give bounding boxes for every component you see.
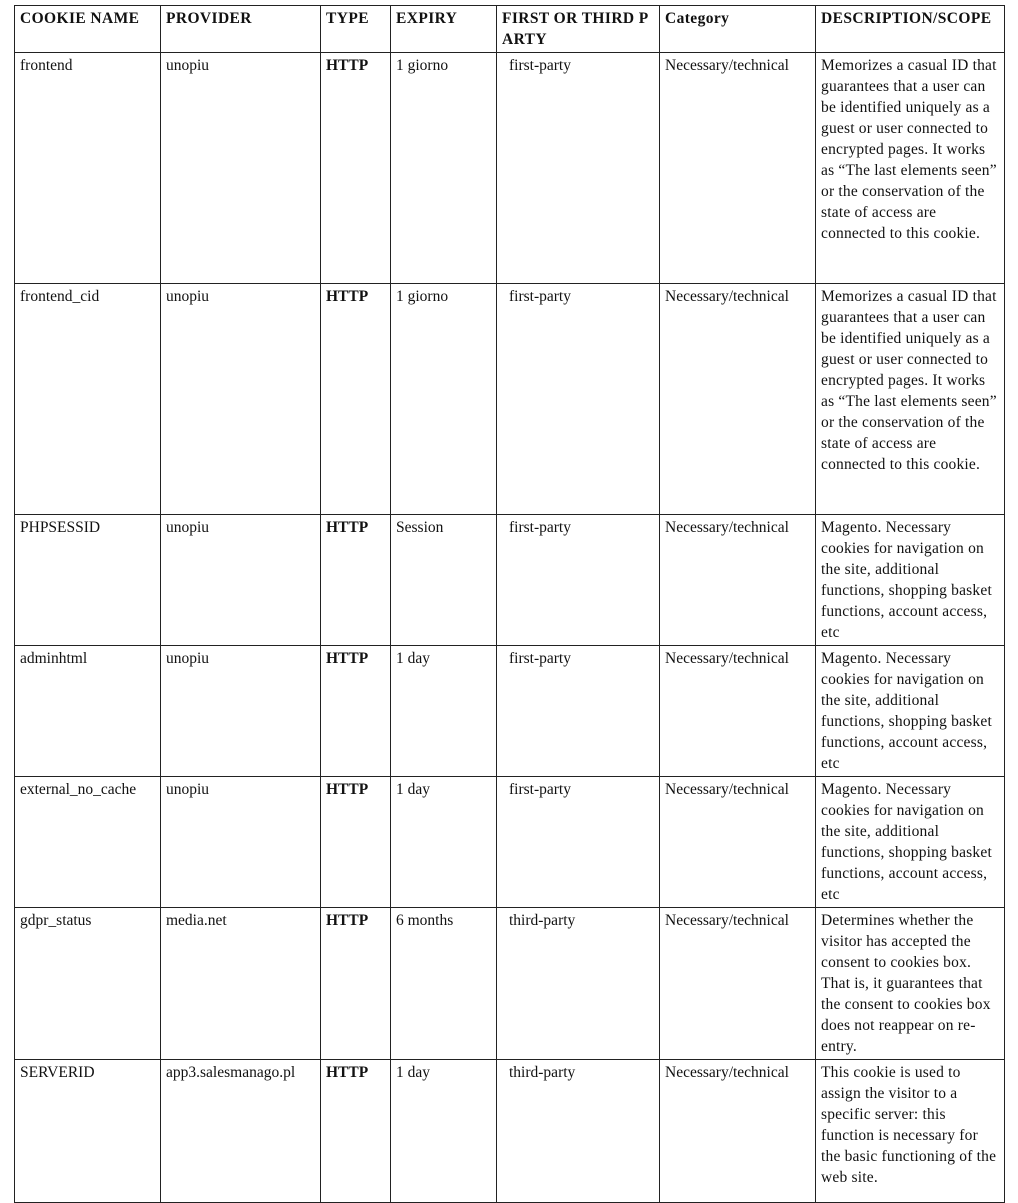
cell-type: HTTP xyxy=(321,1060,391,1203)
table-row xyxy=(15,53,1005,284)
cell-party: first-party xyxy=(497,777,660,908)
header-description: DESCRIPTION/SCOPE xyxy=(816,6,1005,53)
cell-category: Necessary/technical xyxy=(660,53,816,284)
cell-description: This cookie is used to assign the visitor to a specific server: this function is necessary for the basic functioning of the web site. xyxy=(816,1060,1005,1203)
table-row xyxy=(15,1060,1005,1203)
table-row xyxy=(15,515,1005,646)
cell-category: Necessary/technical xyxy=(660,646,816,777)
table-row xyxy=(15,284,1005,515)
cell-expiry: 1 giorno xyxy=(391,53,497,284)
header-expiry: EXPIRY xyxy=(391,6,497,53)
cell-category: Necessary/technical xyxy=(660,284,816,515)
cell-expiry: 1 day xyxy=(391,777,497,908)
cell-provider: media.net xyxy=(161,908,321,1060)
cell-cookie-name: SERVERID xyxy=(15,1060,161,1203)
cell-cookie-name: frontend xyxy=(15,53,161,284)
cell-cookie-name: frontend_cid xyxy=(15,284,161,515)
cell-description: Memorizes a casual ID that guarantees that a user can be identified uniquely as a guest or user connected to encrypted pages. It works as “The last elements seen” or the conservation of the state of access are connected to this cookie. xyxy=(816,53,1005,284)
cookie-table xyxy=(14,5,1005,1203)
cell-party: first-party xyxy=(497,515,660,646)
cell-provider: unopiu xyxy=(161,777,321,908)
cell-provider: app3.salesmanago.pl xyxy=(161,1060,321,1203)
cell-expiry: 1 day xyxy=(391,1060,497,1203)
cell-provider: unopiu xyxy=(161,53,321,284)
cell-party: third-party xyxy=(497,908,660,1060)
cell-provider: unopiu xyxy=(161,515,321,646)
cell-provider: unopiu xyxy=(161,646,321,777)
cell-expiry: Session xyxy=(391,515,497,646)
cell-description: Magento. Necessary cookies for navigation on the site, additional functions, shopping basket functions, account access, etc xyxy=(816,777,1005,908)
cell-expiry: 1 giorno xyxy=(391,284,497,515)
cell-description: Determines whether the visitor has accepted the consent to cookies box. That is, it guarantees that the consent to cookies box does not reappear on re-entry. xyxy=(816,908,1005,1060)
cell-cookie-name: external_no_cache xyxy=(15,777,161,908)
cell-party: first-party xyxy=(497,646,660,777)
cell-category: Necessary/technical xyxy=(660,777,816,908)
cell-category: Necessary/technical xyxy=(660,908,816,1060)
cell-type: HTTP xyxy=(321,53,391,284)
table-header xyxy=(15,6,1005,53)
cell-description: Magento. Necessary cookies for navigation on the site, additional functions, shopping basket functions, account access, etc xyxy=(816,515,1005,646)
cell-party: third-party xyxy=(497,1060,660,1203)
cell-type: HTTP xyxy=(321,646,391,777)
table-body xyxy=(15,53,1005,1203)
table-row xyxy=(15,646,1005,777)
cell-category: Necessary/technical xyxy=(660,515,816,646)
header-row xyxy=(15,6,1005,53)
cell-description: Magento. Necessary cookies for navigation on the site, additional functions, shopping basket functions, account access, etc xyxy=(816,646,1005,777)
cell-party: first-party xyxy=(497,284,660,515)
table-row xyxy=(15,777,1005,908)
cell-party: first-party xyxy=(497,53,660,284)
header-cookie-name: COOKIE NAME xyxy=(15,6,161,53)
cell-provider: unopiu xyxy=(161,284,321,515)
cell-category: Necessary/technical xyxy=(660,1060,816,1203)
cell-type: HTTP xyxy=(321,515,391,646)
header-party: FIRST OR THIRD PARTY xyxy=(497,6,660,53)
header-category: Category xyxy=(660,6,816,53)
header-type: TYPE xyxy=(321,6,391,53)
cell-expiry: 6 months xyxy=(391,908,497,1060)
cell-cookie-name: gdpr_status xyxy=(15,908,161,1060)
cell-description: Memorizes a casual ID that guarantees that a user can be identified uniquely as a guest or user connected to encrypted pages. It works as “The last elements seen” or the conservation of the state of access are connected to this cookie. xyxy=(816,284,1005,515)
table-row xyxy=(15,908,1005,1060)
header-provider: PROVIDER xyxy=(161,6,321,53)
cell-type: HTTP xyxy=(321,908,391,1060)
cell-type: HTTP xyxy=(321,777,391,908)
cell-cookie-name: adminhtml xyxy=(15,646,161,777)
cell-type: HTTP xyxy=(321,284,391,515)
cell-cookie-name: PHPSESSID xyxy=(15,515,161,646)
cell-expiry: 1 day xyxy=(391,646,497,777)
